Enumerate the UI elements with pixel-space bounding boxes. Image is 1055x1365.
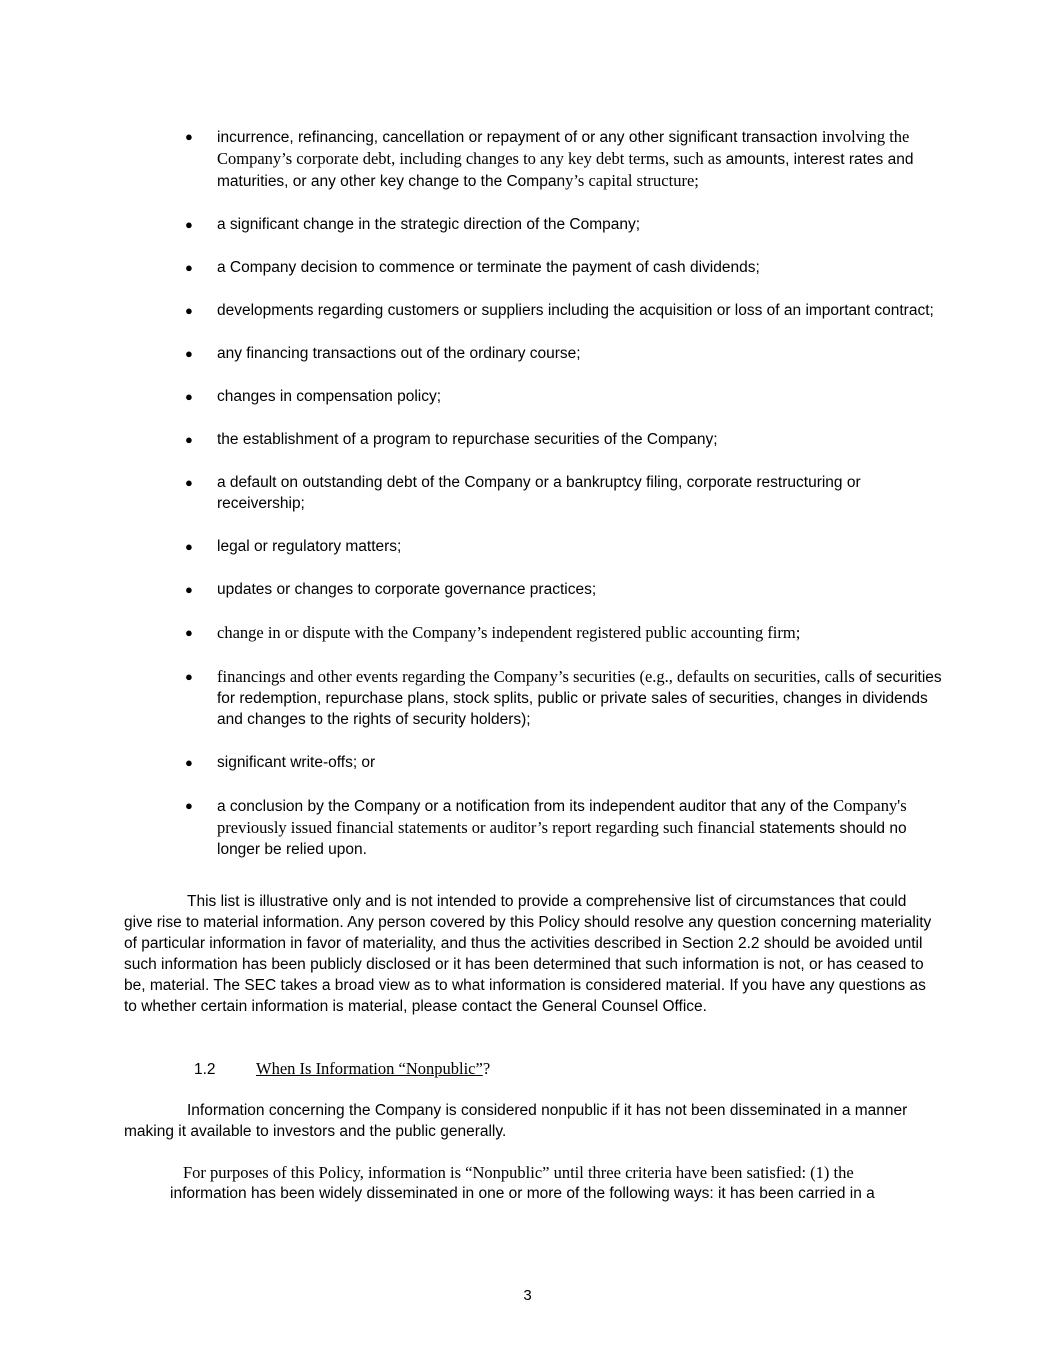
list-item <box>183 795 943 860</box>
bullet-icon: ● <box>185 432 193 447</box>
bullet-icon: ● <box>185 217 193 232</box>
list-item <box>183 386 943 407</box>
paragraph-purposes <box>170 1162 940 1204</box>
list-item <box>183 472 943 514</box>
bullet-icon: ● <box>185 539 193 554</box>
bullet-icon: ● <box>185 755 193 770</box>
list-item-text: developments regarding customers or suppliers including the acquisition or loss of an important contract; <box>217 302 934 319</box>
list-item <box>183 126 943 192</box>
list-item-text: change in or dispute with the Company’s independent registered public accounting firm; <box>217 623 801 642</box>
list-item-text: any financing transactions out of the ordinary course; <box>217 345 581 362</box>
list-item <box>183 579 943 600</box>
list-item <box>183 300 943 321</box>
paragraph-purposes-line2: information has been widely disseminated in one or more of the following ways: it has been carried in a <box>170 1185 875 1202</box>
list-item-text: a Company decision to commence or terminate the payment of cash dividends; <box>217 259 760 276</box>
list-item-text: financings and other events regarding the Company’s securities (e.g., defaults on securities, calls <box>217 667 859 686</box>
section-title: When Is Information “Nonpublic” <box>256 1059 483 1078</box>
paragraph-illustrative: This list is illustrative only and is not intended to provide a comprehensive list of circumstances that could give rise to material information. Any person covered by this Policy should resolve any question concerning materiality of particular information in favor of materiality, and thus the activities described in Section 2.2 should be avoided until such information has been publicly disclosed or it has been determined that such information is not, or has ceased to be, material. The SEC takes a broad view as to what information is considered material. If you have any questions as to whether certain information is material, please contact the General Counsel Office. <box>124 893 932 1015</box>
bullet-icon: ● <box>185 625 193 640</box>
list-item-text: Company's previously issued financial statements or auditor’s report regarding such financial <box>217 796 907 837</box>
paragraph-nonpublic: Information concerning the Company is considered nonpublic if it has not been disseminated in a manner making it available to investors and the public generally. <box>124 1102 908 1140</box>
section-title-suffix: ? <box>482 1059 491 1078</box>
list-item <box>183 429 943 450</box>
list-item-text: a significant change in the strategic direction of the Company; <box>217 216 641 233</box>
list-item-text: of securities for redemption, repurchase plans, stock splits, public or private sales of securities, changes in dividends and changes to the rights of security holders); <box>217 669 942 728</box>
list-item <box>183 666 943 730</box>
bullet-icon: ● <box>185 475 193 490</box>
bullet-icon: ● <box>185 389 193 404</box>
section-number: 1.2 <box>194 1061 216 1078</box>
list-item <box>183 622 943 644</box>
bullet-icon: ● <box>185 582 193 597</box>
page-number: 3 <box>523 1287 532 1304</box>
list-item <box>183 343 943 364</box>
list-item-text: updates or changes to corporate governance practices; <box>217 581 597 598</box>
bullet-icon: ● <box>185 798 193 813</box>
bullet-icon: ● <box>185 669 193 684</box>
bullet-icon: ● <box>185 303 193 318</box>
list-item-text: amounts, interest rates and maturities, or any other key change to the Compan <box>217 151 914 190</box>
section-heading <box>194 1058 490 1080</box>
bullet-icon: ● <box>185 260 193 275</box>
bullet-icon: ● <box>185 346 193 361</box>
list-item <box>183 752 943 773</box>
list-item-text: significant write-offs; or <box>217 754 376 771</box>
list-item-text: a default on outstanding debt of the Company or a bankruptcy filing, corporate restructuring or receivership; <box>217 474 861 512</box>
bullet-icon: ● <box>185 129 193 144</box>
list-item-text: a conclusion by the Company or a notification from its independent auditor that any of the <box>217 798 834 815</box>
list-item-text: incurrence, refinancing, cancellation or repayment of or any other significant transaction <box>217 129 822 146</box>
paragraph-purposes-line1: For purposes of this Policy, information is “Nonpublic” until three criteria have been satisfied: (1) the <box>183 1163 854 1182</box>
list-item <box>183 214 943 235</box>
list-item-text: the establishment of a program to repurchase securities of the Company; <box>217 431 718 448</box>
list-item-text: legal or regulatory matters; <box>217 538 402 555</box>
bullet-list <box>183 126 943 882</box>
list-item-text: y’s capital structure; <box>565 171 699 190</box>
list-item <box>183 257 943 278</box>
list-item-text: involving the Company’s corporate debt, including changes to any key debt terms, such as <box>217 127 910 168</box>
list-item-text: changes in compensation policy; <box>217 388 442 405</box>
list-item <box>183 536 943 557</box>
list-item-text: statements should no longer be relied upon. <box>217 820 907 858</box>
